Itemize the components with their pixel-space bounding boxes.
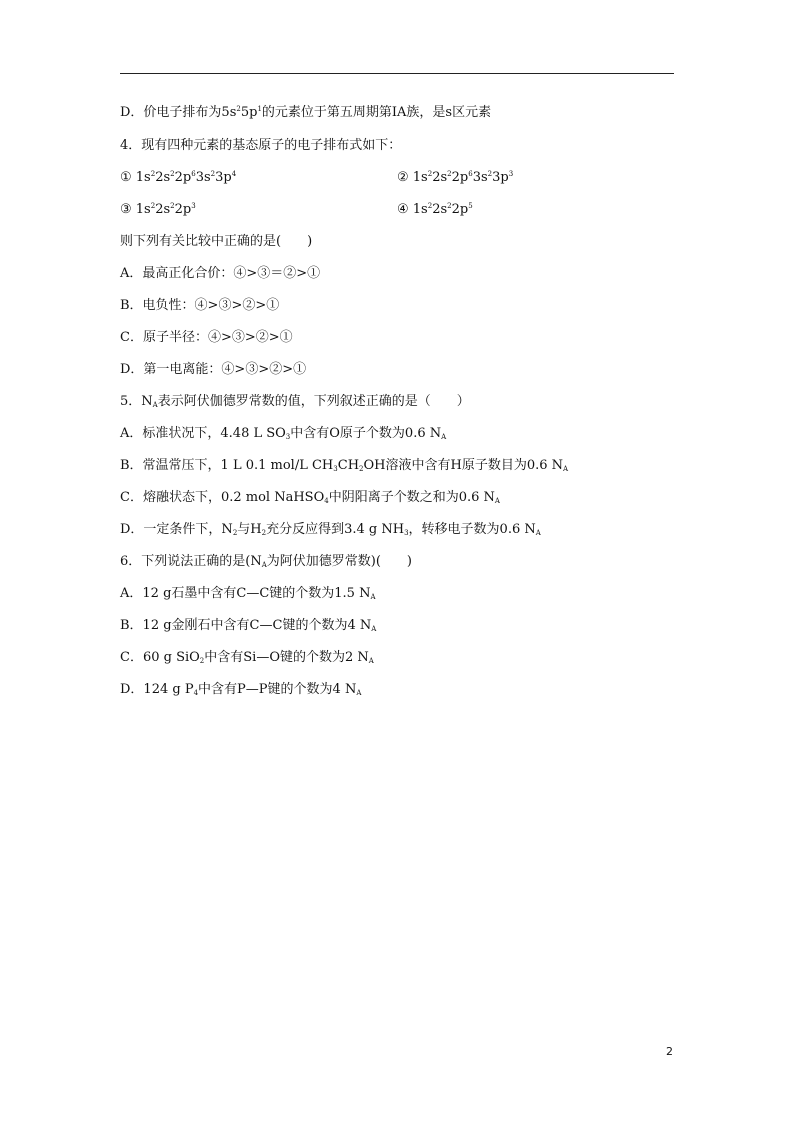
q4-ask: 则下列有关比较中正确的是( ) (120, 234, 313, 249)
q5-stem: 5．$N_A$表示阿伏伽德罗常数的值，下列叙述正确的是（ ） (120, 394, 470, 409)
q4-option-c: C．原子半径：④>③>②>① (120, 330, 293, 345)
q5-option-c: C．熔融状态下，0.2 mol NaHSO$_4$中阴阳离子个数之和为0.6 $N_A$ (120, 490, 500, 505)
q4-config-1: ① $1s^22s^22p^63s^23p^4$ (120, 170, 237, 185)
header-rule (120, 73, 674, 74)
q4-option-d: D．第一电离能：④>③>②>① (120, 362, 307, 377)
q6-option-c: C．60 g SiO$_2$中含有Si—O键的个数为2 $N_A$ (120, 650, 374, 665)
q6-option-d: D．124 g $P_4$中含有P—P键的个数为4 $N_A$ (120, 682, 362, 697)
q5-option-b: B．常温常压下，1 L 0.1 mol/L $CH_3CH_2OH$溶液中含有H原子数目为0.6 $N_A$ (120, 458, 569, 473)
q3-option-d: D．价电子排布为$5s^25p^1$的元素位于第五周期第ⅠA族，是s区元素 (120, 105, 492, 120)
q4-option-a: A．最高正化合价：④>③＝②>① (120, 266, 321, 281)
q5-option-a: A．标准状况下，4.48 L $SO_3$中含有O原子个数为0.6 $N_A$ (120, 426, 447, 441)
page-number: 2 (666, 1045, 673, 1058)
q4-config-4: ④ $1s^22s^22p^5$ (397, 202, 473, 217)
q4-stem: 4．现有四种元素的基态原子的电子排布式如下： (120, 138, 402, 153)
q4-config-2: ② $1s^22s^22p^63s^23p^3$ (397, 170, 514, 185)
q6-option-b: B．12 g金刚石中含有C—C键的个数为4 $N_A$ (120, 618, 377, 633)
q6-stem: 6．下列说法正确的是($N_A$为阿伏加德罗常数)( ) (120, 554, 412, 569)
q4-config-3: ③ $1s^22s^22p^3$ (120, 202, 196, 217)
q4-option-b: B．电负性：④>③>②>① (120, 298, 280, 313)
q5-option-d: D．一定条件下，$N_2$与$H_2$充分反应得到3.4 g $NH_3$，转移电子数为0.6 $N_A$ (120, 522, 541, 537)
q6-option-a: A．12 g石墨中含有C—C键的个数为1.5 $N_A$ (120, 586, 376, 601)
